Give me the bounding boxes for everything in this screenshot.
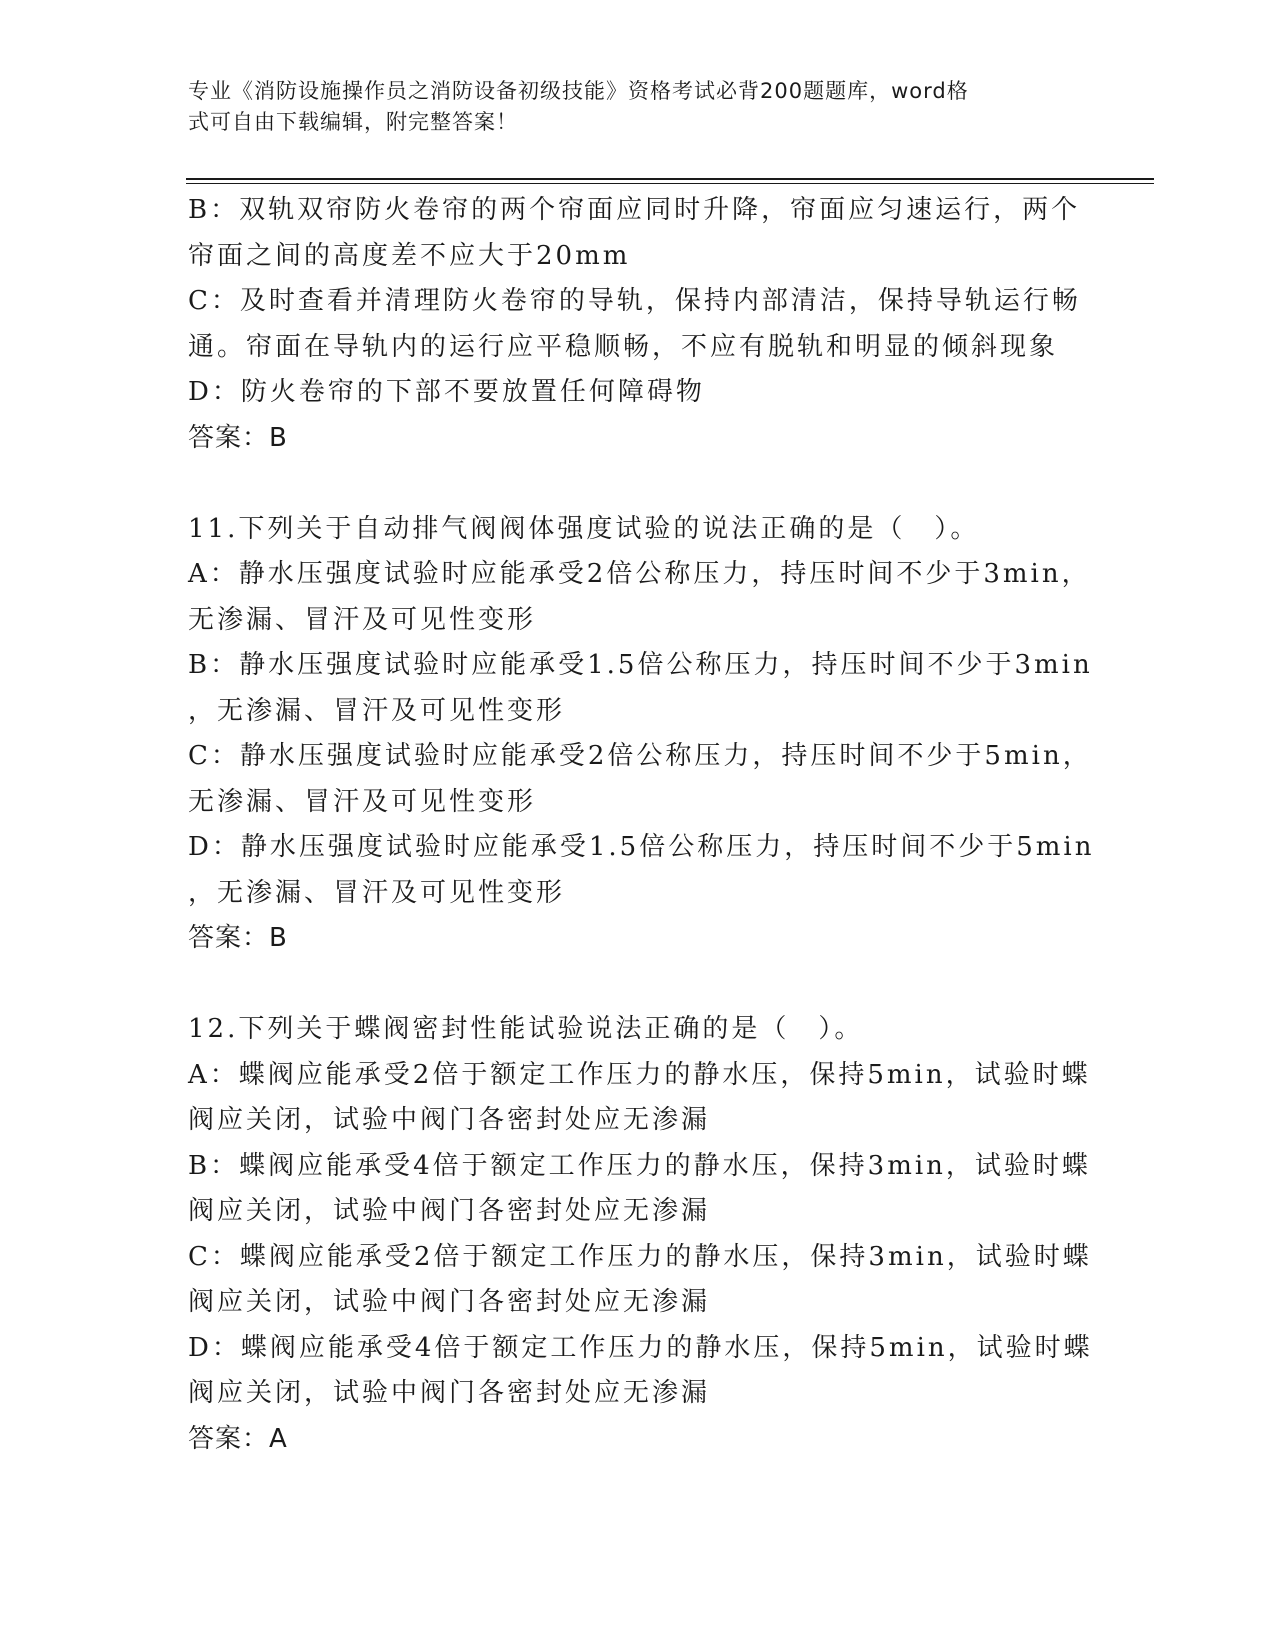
option-d-line-2: 阀应关闭，试验中阀门各密封处应无渗漏 [188, 1378, 711, 1408]
option-c-line-1: C：蝶阀应能承受2倍于额定工作压力的静水压，保持3min，试验时蝶 [188, 1241, 1092, 1272]
spacer [188, 962, 1088, 1008]
option-a-line-2: 无渗漏、冒汗及可见性变形 [188, 604, 537, 635]
option-b-line-1: B：双轨双帘防火卷帘的两个帘面应同时升降，帘面应匀速运行，两个 [188, 195, 1081, 225]
header-line-2: 式可自由下载编辑，附完整答案！ [188, 110, 518, 134]
question-12 [188, 1007, 1093, 1462]
header-divider [186, 178, 1154, 180]
question-text: 11.下列关于自动排气阀阀体强度试验的说法正确的是（ ）。 [188, 513, 980, 544]
document-body [188, 188, 1095, 1462]
option-b-line-1: B：蝶阀应能承受4倍于额定工作压力的静水压，保持3min，试验时蝶 [188, 1150, 1091, 1181]
answer: 答案：A [188, 1423, 288, 1454]
option-b-line-2: 阀应关闭，试验中阀门各密封处应无渗漏 [188, 1196, 711, 1226]
option-d-line-2: ，无渗漏、冒汗及可见性变形 [188, 877, 566, 908]
option-c-line-2: 阀应关闭，试验中阀门各密封处应无渗漏 [188, 1287, 711, 1317]
header-line-1: 专业《消防设施操作员之消防设备初级技能》资格考试必背200题题库，word格 [188, 79, 969, 103]
option-d-line-1: D：静水压强度试验时应能承受1.5倍公称压力，持压时间不少于5min [188, 832, 1095, 862]
document-header [188, 76, 1068, 138]
option-a-line-2: 阀应关闭，试验中阀门各密封处应无渗漏 [188, 1105, 711, 1135]
answer: 答案：B [188, 422, 288, 453]
option-b-line-2: ，无渗漏、冒汗及可见性变形 [188, 695, 566, 726]
option-b-line-2: 帘面之间的高度差不应大于20mm [188, 240, 631, 271]
answer: 答案：B [188, 923, 288, 953]
option-a-line-1: A：静水压强度试验时应能承受2倍公称压力，持压时间不少于3min， [188, 559, 1091, 589]
option-c-line-2: 通。帘面在导轨内的运行应平稳顺畅，不应有脱轨和明显的倾斜现象 [188, 331, 1059, 362]
question-text: 12.下列关于蝶阀密封性能试验说法正确的是（ ）。 [188, 1014, 864, 1044]
question-11 [188, 507, 1095, 962]
question-10-continued [188, 188, 1088, 461]
header-divider-thin [186, 183, 1154, 184]
option-d-line-1: D：蝶阀应能承受4倍于额定工作压力的静水压，保持5min，试验时蝶 [188, 1332, 1093, 1363]
option-c-line-1: C：及时查看并清理防火卷帘的导轨，保持内部清洁，保持导轨运行畅 [188, 286, 1081, 316]
option-c-line-1: C：静水压强度试验时应能承受2倍公称压力，持压时间不少于5min， [188, 741, 1092, 771]
option-b-line-1: B：静水压强度试验时应能承受1.5倍公称压力，持压时间不少于3min [188, 650, 1093, 680]
option-d-line-1: D：防火卷帘的下部不要放置任何障碍物 [188, 377, 705, 407]
option-a-line-1: A：蝶阀应能承受2倍于额定工作压力的静水压，保持5min，试验时蝶 [188, 1059, 1091, 1090]
option-c-line-2: 无渗漏、冒汗及可见性变形 [188, 786, 537, 817]
spacer [188, 461, 1088, 507]
